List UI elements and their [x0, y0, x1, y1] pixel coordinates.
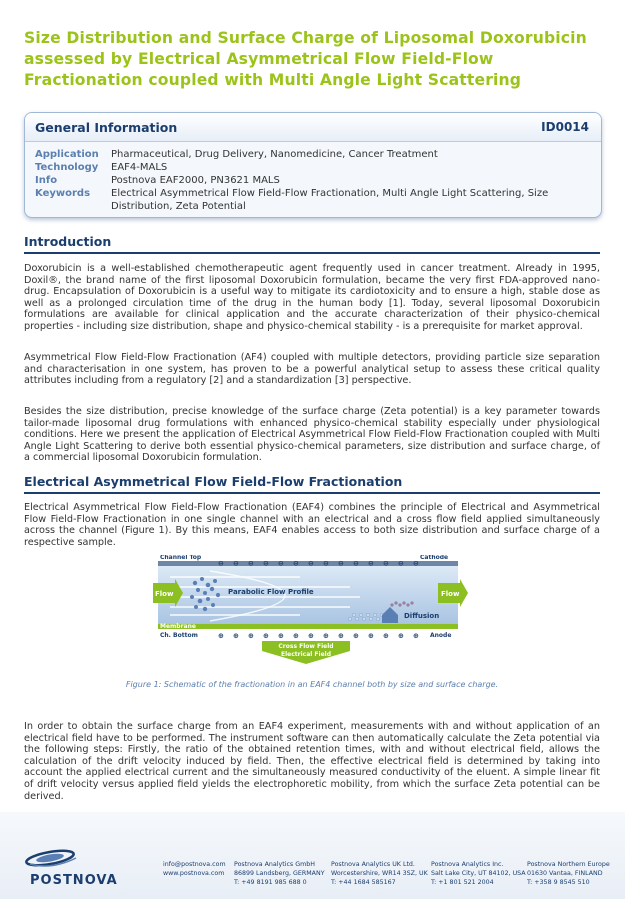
office-phone: T: +1 801 521 2004 — [431, 879, 494, 886]
svg-text:⊖: ⊖ — [323, 559, 329, 568]
flow-in-label: Flow — [155, 590, 174, 598]
info-label: Application — [35, 149, 99, 160]
svg-text:⊖: ⊖ — [398, 559, 404, 568]
office-name: Postnova Northern Europe — [527, 861, 610, 868]
svg-text:⊖: ⊖ — [413, 559, 419, 568]
svg-text:⊕: ⊕ — [293, 632, 299, 640]
svg-text:⊖: ⊖ — [338, 559, 344, 568]
info-label: Keywords — [35, 188, 91, 199]
cathode-label: Cathode — [420, 555, 449, 561]
svg-text:⊕: ⊕ — [263, 632, 269, 640]
svg-text:⊕: ⊕ — [338, 632, 344, 640]
svg-text:⊕: ⊕ — [308, 632, 314, 640]
svg-text:⊕: ⊕ — [398, 632, 404, 640]
eaf4-divider — [24, 492, 600, 494]
office-address: Salt Lake City, UT 84102, USA — [431, 870, 526, 877]
svg-text:⊕: ⊕ — [383, 632, 389, 640]
membrane-band — [158, 624, 458, 629]
eaf4-heading: Electrical Asymmetrical Flow Field-Flow Fractionation — [24, 474, 403, 489]
info-value: Postnova EAF2000, PN3621 MALS — [111, 175, 280, 186]
svg-text:⊖: ⊖ — [248, 559, 254, 568]
footer-website[interactable]: www.postnova.com — [163, 870, 225, 877]
svg-text:⊖: ⊖ — [263, 559, 269, 568]
office-address: Worcestershire, WR14 3SZ, UK — [331, 870, 428, 877]
membrane-label: Membrane — [160, 623, 196, 630]
svg-text:⊖: ⊖ — [353, 559, 359, 568]
office-name: Postnova Analytics Inc. — [431, 861, 504, 868]
svg-text:⊕: ⊕ — [323, 632, 329, 640]
svg-text:⊖: ⊖ — [233, 559, 239, 568]
electrical-field-label: Electrical Field — [281, 651, 331, 658]
office-phone: T: +358 9 8545 510 — [527, 879, 590, 886]
footer-office-finland — [527, 860, 610, 887]
footer-office-usa — [431, 860, 526, 887]
info-value: Pharmaceutical, Drug Delivery, Nanomedicine, Cancer Treatment — [111, 149, 438, 160]
eaf4-paragraph-2: In order to obtain the surface charge from an EAF4 experiment, measurements with and without application of an electrical field have to be performed. The instrument software can then automatically calculate the Zeta potential via the following steps: Firstly, the ratio of the obtained retention times, with and without electrical field, allows the calculation of the drift velocity induced by field. Then, the effective electrical field is determined by taking into account the applied electrical current and the simultaneously measured conductivity of the eluent. A simple linear fit of drift velocity versus applied field yields the electrophoretic mobility, from which the surface Zeta potential can be derived. — [24, 721, 600, 802]
footer-contact — [163, 860, 226, 878]
info-value: EAF4-MALS — [111, 162, 168, 173]
intro-paragraph-2: Asymmetrical Flow Field-Flow Fractionation (AF4) coupled with multiple detectors, providing particle size separation and characterisation in one system, has proven to be a powerful analytical setup to assess these critical quality attributes including from a regulatory [2] and a standardization [3] perspective. — [24, 352, 600, 387]
svg-text:⊕: ⊕ — [353, 632, 359, 640]
intro-paragraph-1: Doxorubicin is a well-established chemotherapeutic agent frequently used in cancer treatment. Already in 1995, Doxil®, the brand name of the first liposomal Doxorubicin formulation, became the very first FDA-approved nano-drug. Encapsulation of Doxorubicin is a useful way to mitigate its cardiotoxicity and to ensure a high, stable dose as well as a prolonged circulation time of the drug in the human body [1]. Today, several liposomal Doxorubicin formulations are available for clinical application and the accurate characterization of their physico-chemical properties - including size distribution, shape and physico-chemical stability - is a prerequisite for market approval. — [24, 263, 600, 332]
positive-charges — [218, 632, 419, 640]
anode-label: Anode — [430, 632, 452, 639]
svg-text:⊖: ⊖ — [293, 559, 299, 568]
svg-text:⊕: ⊕ — [278, 632, 284, 640]
svg-text:⊖: ⊖ — [218, 559, 224, 568]
channel-top-label: Channel Top — [160, 555, 202, 561]
intro-paragraph-3: Besides the size distribution, precise knowledge of the surface charge (Zeta potential) is a key parameter towards tailor-made liposomal drug formulations with enhanced physico-chemical stability especially under physiological conditions. Here we present the application of Electrical Asymmetrical Flow Field-Flow Fractionation coupled with Multi Angle Light Scattering to derive both essential physico-chemical parameters, size distribution and surface charge, of a commercial liposomal Doxorubicin formulation. — [24, 406, 600, 464]
info-label: Technology — [35, 162, 99, 173]
postnova-logo-text: POSTNOVA — [30, 873, 118, 888]
svg-text:⊖: ⊖ — [368, 559, 374, 568]
flow-out-label: Flow — [441, 590, 460, 598]
office-phone: T: +44 1684 585167 — [331, 879, 396, 886]
svg-text:⊖: ⊖ — [278, 559, 284, 568]
svg-text:⊕: ⊕ — [368, 632, 374, 640]
diffusion-label: Diffusion — [404, 612, 440, 620]
general-information-header — [25, 113, 601, 142]
info-value: Electrical Asymmetrical Flow Field-Flow Fractionation, Multi Angle Light Scattering, Size Distribution, Zeta Potential — [111, 188, 549, 212]
office-address: 86899 Landsberg, GERMANY — [234, 870, 325, 877]
document-title: Size Distribution and Surface Charge of Liposomal Doxorubicin assessed by Electrical Asymmetrical Flow Field-Flow Fractionation coupled with Multi Angle Light Scattering — [24, 29, 587, 89]
parabolic-flow-label: Parabolic Flow Profile — [228, 588, 314, 596]
introduction-heading: Introduction — [24, 234, 112, 249]
introduction-divider — [24, 252, 600, 254]
svg-text:⊖: ⊖ — [383, 559, 389, 568]
general-information-heading: General Information — [35, 120, 178, 135]
cross-flow-label: Cross Flow Field — [278, 643, 334, 650]
document-id: ID0014 — [541, 120, 589, 134]
general-information-box — [24, 112, 602, 218]
office-phone: T: +49 8191 985 688 0 — [234, 879, 307, 886]
office-address: 01630 Vantaa, FINLAND — [527, 870, 603, 877]
svg-text:⊕: ⊕ — [248, 632, 254, 640]
footer-office-uk — [331, 860, 428, 887]
info-label: Info — [35, 175, 58, 186]
svg-text:⊕: ⊕ — [233, 632, 239, 640]
channel-bottom-label: Ch. Bottom — [160, 632, 198, 639]
office-name: Postnova Analytics GmbH — [234, 861, 315, 868]
svg-text:⊖: ⊖ — [308, 559, 314, 568]
office-name: Postnova Analytics UK Ltd. — [331, 861, 415, 868]
svg-text:⊕: ⊕ — [413, 632, 419, 640]
footer-office-germany — [234, 860, 325, 887]
footer-email[interactable]: info@postnova.com — [163, 861, 226, 868]
eaf4-channel-schematic — [150, 555, 470, 665]
eaf4-paragraph-1: Electrical Asymmetrical Flow Field-Flow Fractionation (EAF4) combines the principle of Electrical and Asymmetrical Flow Field-Flow Fractionation in one single channel with an electrical and a cross flow field applied simultaneously across the channel (Figure 1). By this means, EAF4 enables access to both size distribution and surface charge of a respective sample. — [24, 502, 600, 548]
svg-text:⊕: ⊕ — [218, 632, 224, 640]
figure-caption: Figure 1: Schematic of the fractionation in an EAF4 channel both by size and surface charge. — [125, 680, 499, 689]
